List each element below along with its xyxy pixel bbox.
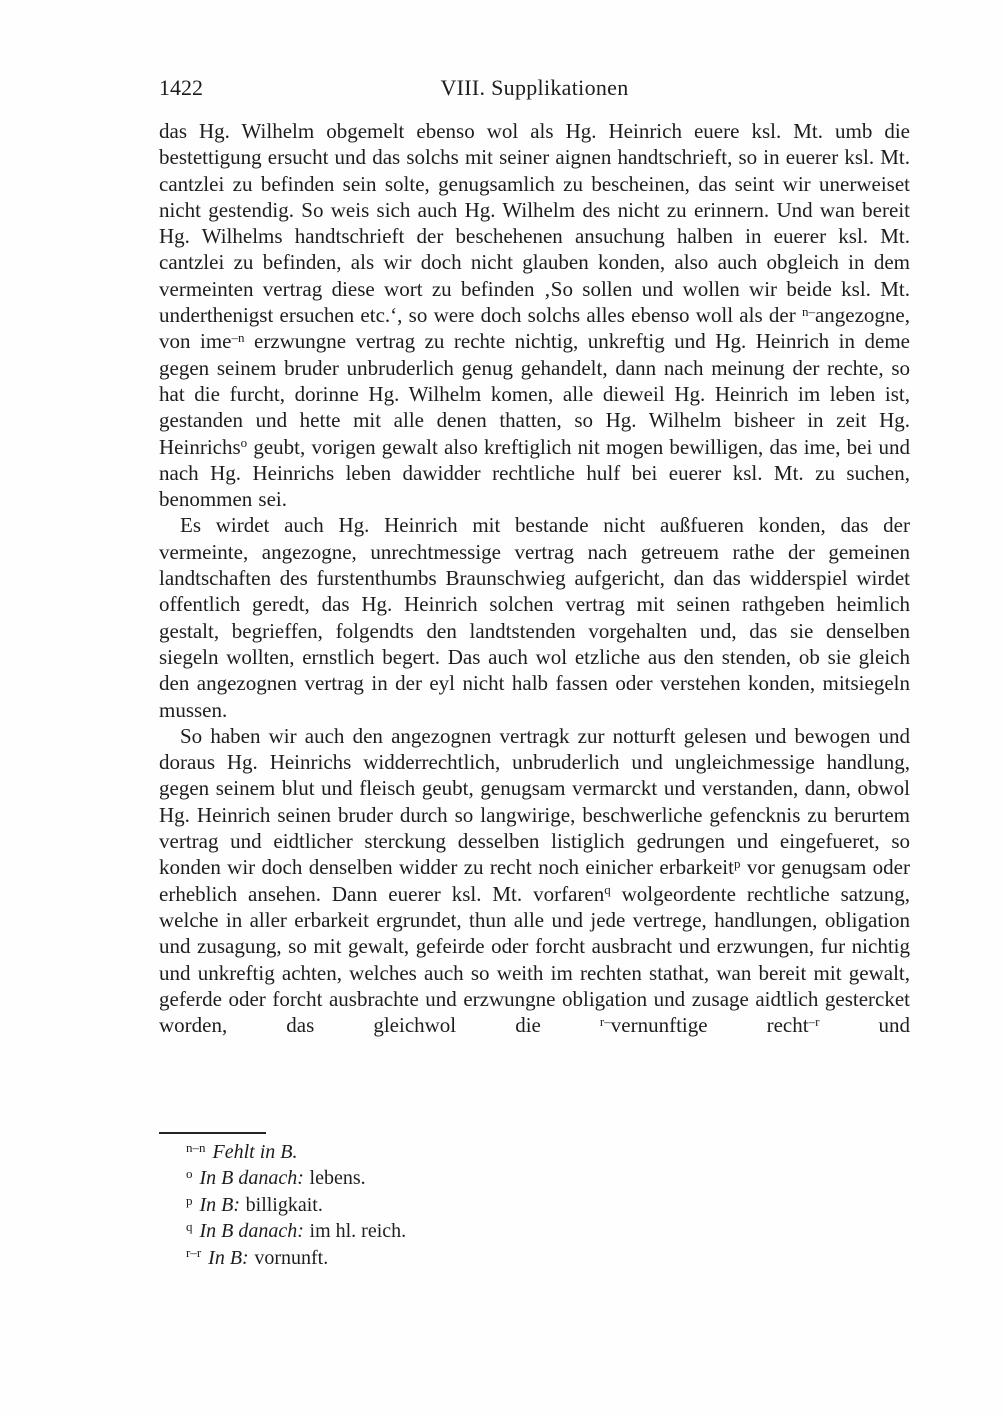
footnote-text: lebens. xyxy=(309,1167,366,1190)
footnote-marker: p xyxy=(186,1192,193,1208)
running-header xyxy=(159,74,910,102)
footnote-marker: r–r xyxy=(186,1245,202,1261)
footnote-marker: q xyxy=(186,1218,193,1234)
footnotes xyxy=(159,1132,910,1271)
paragraph xyxy=(159,512,910,722)
running-head-title: VIII. Supplikationen xyxy=(440,75,629,100)
paragraph-text: vor genugsam oder erheblich ansehen. Dann euerer ksl. Mt. vorfaren xyxy=(159,855,910,906)
footnote xyxy=(159,1139,910,1165)
footnote-separator xyxy=(159,1132,266,1134)
paragraph-text: und xyxy=(819,1013,910,1038)
variant-annotation-marker: p xyxy=(733,856,741,872)
variant-annotation-marker: n– xyxy=(801,303,815,319)
variant-annotation-marker: –n xyxy=(231,330,245,346)
footnote-text: vornunft. xyxy=(254,1246,329,1269)
paragraph-text: erzwungne vertrag zu rechte nichtig, unkreftig und Hg. Heinrich in deme gegen seinem bruder unbruderlich genug gehandelt, dann nach meinung der rechte, so hat die furcht, dorinne Hg. Wilhelm komen, alle dieweil Hg. Heinrich im leben ist, gestanden und hette mit alle denen thatten, so Hg. Wilhelm bisheer in zeit Hg. Heinrichs xyxy=(159,329,910,459)
footnote-marker: n–n xyxy=(186,1139,206,1155)
footnote-list xyxy=(159,1139,910,1271)
footnote-text: billigkait. xyxy=(245,1193,323,1216)
footnote xyxy=(159,1245,910,1271)
variant-annotation-marker: o xyxy=(240,435,248,451)
page-number: 1422 xyxy=(159,75,203,100)
footnote xyxy=(159,1192,910,1218)
footnote-source-label: In B danach: xyxy=(199,1220,304,1243)
paragraph xyxy=(159,723,910,1039)
paragraph-text: So haben wir auch den angezognen vertragk zur notturft gelesen und bewogen und doraus Hg. Heinrichs widderrechtlich, unbruderlich und ungleichmessige handlung, gegen seinem blut und fleisch geubt, genugsam vermarckt und verstanden, dann, obwol Hg. Heinrich seinen bruder durch so langwirige, beschwerliche gefencknis zu berurtem vertrag und eidtlicher sterckung desselben listiglich gedrungen und eingefueret, so konden wir doch denselben widder zu recht noch einicher erbarkeit xyxy=(159,723,910,880)
body-text xyxy=(159,118,910,1038)
paragraph-text: angezogne, von ime xyxy=(159,303,910,354)
variant-annotation-marker: –r xyxy=(808,1013,820,1029)
paragraph-text: Es wirdet auch Hg. Heinrich mit bestande nicht außfueren konden, das der vermeinte, angezogne, unrechtmessige vertrag nach getreuem rathe der gemeinen landtschaften des furstenthumbs Braunschwieg aufgericht, dan das widderspiel wirdet offentlich geredt, das Hg. Heinrich solchen vertrag mit seinen rathgeben heimlich gestalt, begrieffen, folgendts den landtstenden vorgehalten und, das sie denselben siegeln wollten, ernstlich begert. Das auch wol etzliche aus den stenden, ob sie gleich den angezognen vertrag in der eyl nicht halb fassen oder verstehen konden, mitsiegeln mussen. xyxy=(159,513,910,722)
variant-annotation-marker: q xyxy=(604,882,611,898)
footnote-text: im hl. reich. xyxy=(309,1220,407,1243)
footnote-source-label: In B: xyxy=(208,1246,249,1269)
paragraph xyxy=(159,118,910,512)
footnote-source-label: Fehlt in B. xyxy=(212,1141,298,1163)
footnote-source-label: In B: xyxy=(199,1193,241,1216)
paragraph-text: vernunftige recht xyxy=(610,1013,809,1038)
footnote-source-label: In B danach: xyxy=(199,1167,304,1190)
footnote xyxy=(159,1218,910,1244)
paragraph-text: das Hg. Wilhelm obgemelt ebenso wol als Hg. Heinrich euere ksl. Mt. umb die bestettigung ersucht und das solchs mit seiner aignen handtschrieft, so in euerer ksl. Mt. cantzlei zu befinden sein solte, genugsamlich zu bescheinen, das seint wir unerweiset nicht gestendig. So weis sich auch Hg. Wilhelm des nicht zu erinnern. Und wan bereit Hg. Wilhelms handtschrieft der beschehenen ansuchung halben in euerer ksl. Mt. cantzlei zu befinden, als wir doch nicht glauben konden, also auch obgleich in dem vermeinten vertrag diese wort zu befinden ‚So sollen und wollen wir beide ksl. Mt. underthenigst ersuchen etc.‘, so were doch solchs alles ebenso woll als der xyxy=(159,119,910,328)
footnote-marker: o xyxy=(186,1166,193,1182)
paragraph-text: wolgeordente rechtliche satzung, welche in aller erbarkeit ergrundet, thun alle und jede vertrege, handlungen, obligation und zusagung, so mit gewalt, gefeirde oder forcht ausbracht und erzwungen, fur nichtig und unkreftig achten, welches auch so weith im rechten stathat, wan bereit mit gewalt, geferde oder forcht ausbrachte und erzwungne obligation und zusage aidtlich gestercket worden, das gleichwol die xyxy=(159,881,910,1038)
paragraph-text: geubt, vorigen gewalt also kreftiglich nit mogen bewilligen, das ime, bei und nach Hg. Heinrichs leben dawidder rechtliche hulf bei euerer ksl. Mt. zu suchen, benommen sei. xyxy=(159,434,910,512)
variant-annotation-marker: r– xyxy=(599,1013,611,1029)
footnote xyxy=(159,1165,910,1191)
